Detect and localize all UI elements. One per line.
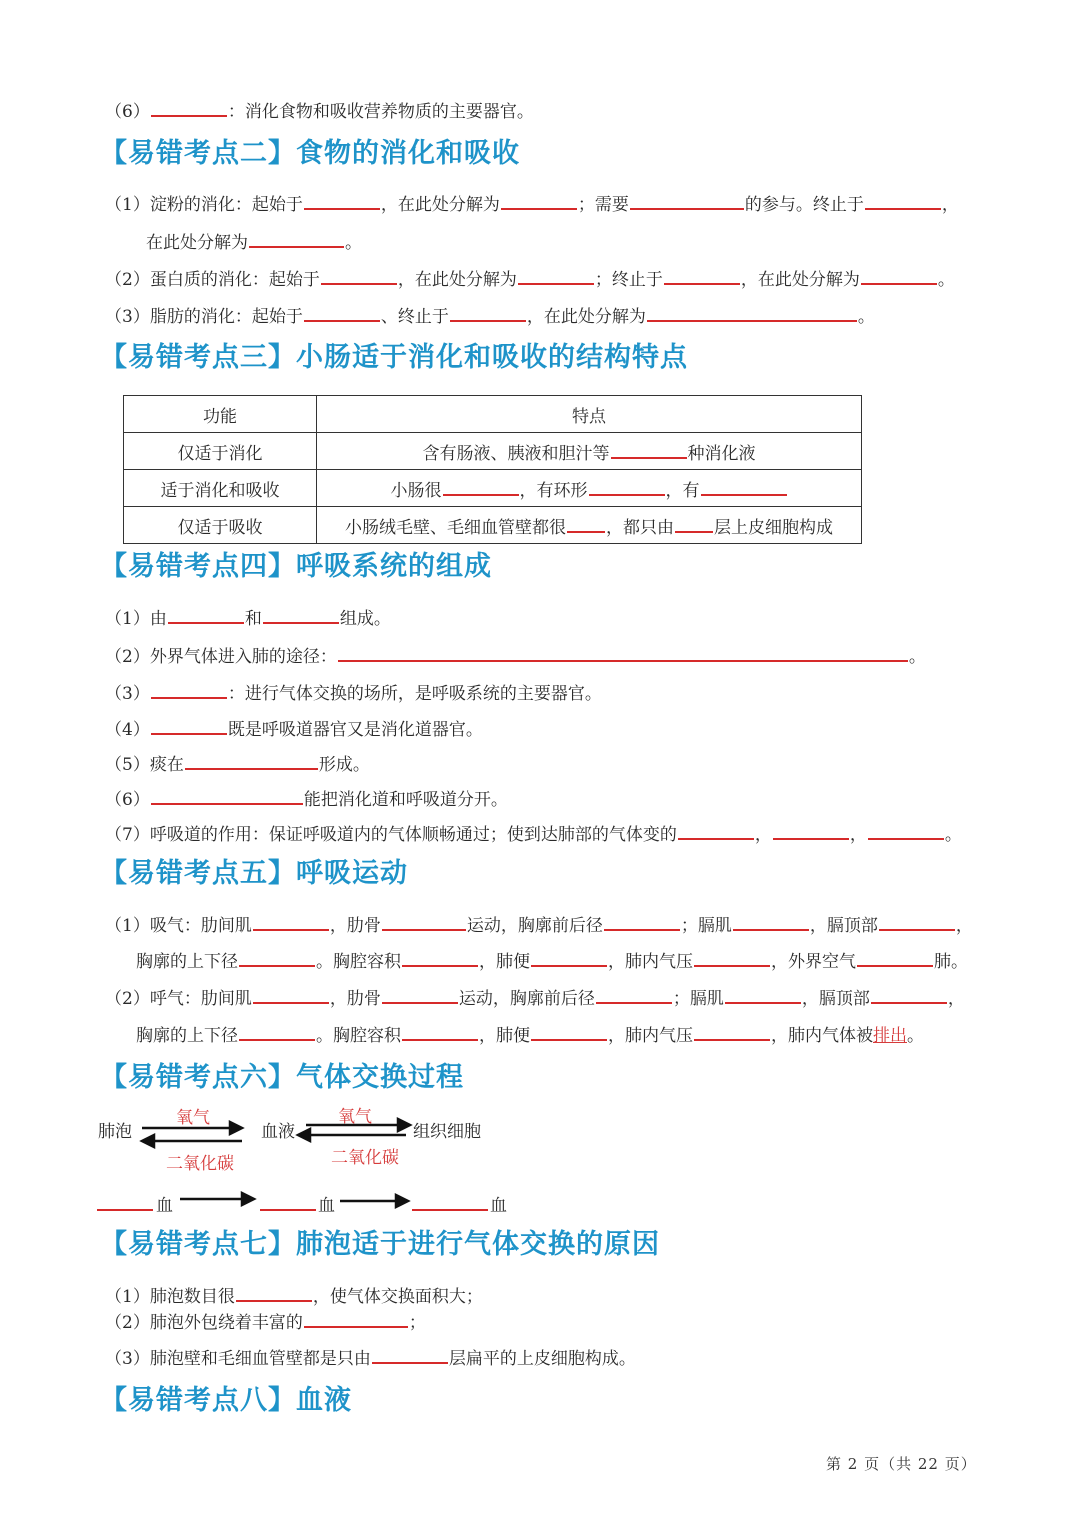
text: ；需要 xyxy=(577,195,629,215)
co2-label: 二氧化碳 xyxy=(331,1148,399,1168)
section-heading-2: 【易错考点二】食物的消化和吸收 xyxy=(100,138,520,169)
page-number: 第 2 页（共 22 页） xyxy=(826,1455,977,1473)
arrow-head xyxy=(142,1135,154,1147)
text: 运动，胸廓前后径 xyxy=(466,916,603,936)
text: 。 xyxy=(907,1026,924,1046)
text: ：进行气体交换的场所，是呼吸系统的主要器官。 xyxy=(227,684,602,704)
text: ，有 xyxy=(665,480,700,501)
oxygen-label: 氧气 xyxy=(338,1107,372,1127)
alveoli-label: 肺泡 xyxy=(98,1122,132,1142)
text: 种消化液 xyxy=(687,443,756,464)
answer-blank[interactable] xyxy=(304,1310,408,1328)
alveoli-reason-2 xyxy=(105,1310,426,1334)
text: （3）肺泡壁和毛细血管壁都是只由 xyxy=(105,1349,371,1369)
text: （1）淀粉的消化：起始于 xyxy=(105,195,303,215)
text: 层上皮细胞构成 xyxy=(714,517,833,538)
text: ， xyxy=(941,195,959,215)
arrow-head xyxy=(242,1193,254,1205)
text: 含有肠液、胰液和胆汁等 xyxy=(422,443,610,464)
text: （1）肺泡数目很 xyxy=(105,1287,235,1307)
text: ，肋骨 xyxy=(329,989,381,1009)
text: （1）吸气：肋间肌 xyxy=(105,916,252,936)
blood-type-label: 血 xyxy=(318,1196,335,1216)
section-heading-6: 【易错考点六】气体交换过程 xyxy=(100,1062,464,1093)
co2-label: 二氧化碳 xyxy=(166,1154,234,1174)
text: 肺。 xyxy=(934,952,968,972)
text: 、终止于 xyxy=(380,307,449,327)
text: （5）痰在 xyxy=(105,755,184,775)
table-header: 特点 xyxy=(317,396,862,433)
text: ，肺便 xyxy=(479,1026,530,1046)
text: 。 xyxy=(345,233,362,253)
text: 胸廓的上下径 xyxy=(136,1026,238,1046)
text: 组成。 xyxy=(339,609,391,629)
text: 既是呼吸道器官又是消化道器官。 xyxy=(227,720,483,740)
text: 。 xyxy=(944,825,962,845)
text: 和 xyxy=(244,609,262,629)
text: 形成。 xyxy=(318,755,370,775)
answer-blank[interactable] xyxy=(236,1284,312,1302)
text: ，在此处分解为 xyxy=(397,270,517,290)
table-header: 功能 xyxy=(124,396,317,433)
arrow-head xyxy=(298,1129,310,1141)
text: 运动，胸廓前后径 xyxy=(458,989,595,1009)
text: ，膈顶部 xyxy=(809,916,878,936)
text: ，外界空气 xyxy=(771,952,856,972)
arrow-head xyxy=(230,1122,242,1134)
text: 。 xyxy=(857,307,875,327)
text: ，在此处分解为 xyxy=(740,270,860,290)
text: （3） xyxy=(105,684,150,704)
oxygen-label: 氧气 xyxy=(176,1108,210,1128)
text: 小肠很 xyxy=(390,480,442,501)
alveoli-reason-3 xyxy=(105,1346,636,1370)
text: ，肺便 xyxy=(479,952,530,972)
table-cell: 仅适于消化 xyxy=(124,433,317,470)
blood-type-label: 血 xyxy=(490,1196,507,1216)
blood-label: 血液 xyxy=(261,1122,295,1142)
text: ，使气体交换面积大； xyxy=(312,1287,483,1307)
tissue-cell-label: 组织细胞 xyxy=(413,1122,481,1142)
text: ；膈肌 xyxy=(672,989,724,1009)
text: 层扁平的上皮细胞构成。 xyxy=(448,1349,636,1369)
text: 。 xyxy=(937,270,955,290)
text: （2）呼气：肋间肌 xyxy=(105,989,252,1009)
text: ， xyxy=(849,825,867,845)
text: 能把消化道和呼吸道分开。 xyxy=(303,790,508,810)
table-cell: 适于消化和吸收 xyxy=(124,470,317,507)
text: 。胸腔容积 xyxy=(316,1026,401,1046)
section-heading-3: 【易错考点三】小肠适于消化和吸收的结构特点 xyxy=(100,342,688,373)
answer-blank[interactable] xyxy=(372,1346,448,1364)
text: ，在此处分解为 xyxy=(526,307,646,327)
text: ；终止于 xyxy=(594,270,663,290)
text: ，肺内气压 xyxy=(608,952,693,972)
text: 的参与。终止于 xyxy=(744,195,864,215)
text: 小肠绒毛壁、毛细血管壁都很 xyxy=(345,517,566,538)
text: ， xyxy=(754,825,772,845)
text: ； xyxy=(408,1313,426,1333)
table-cell: 仅适于吸收 xyxy=(124,507,317,544)
text: ，有环形 xyxy=(519,480,588,501)
arrow-head xyxy=(396,1195,408,1207)
text: （6） xyxy=(105,790,150,810)
section-heading-7: 【易错考点七】肺泡适于进行气体交换的原因 xyxy=(100,1229,660,1260)
text: （2）肺泡外包绕着丰富的 xyxy=(105,1313,303,1333)
text: 。胸腔容积 xyxy=(316,952,401,972)
text: ，在此处分解为 xyxy=(380,195,500,215)
text: ， xyxy=(955,916,973,936)
text: （3）脂肪的消化：起始于 xyxy=(105,307,303,327)
text: ， xyxy=(947,989,965,1009)
arrow-head xyxy=(398,1119,410,1131)
text: 在此处分解为 xyxy=(146,233,248,253)
text: 胸廓的上下径 xyxy=(136,952,238,972)
text: 。 xyxy=(908,647,926,667)
section-heading-4: 【易错考点四】呼吸系统的组成 xyxy=(100,551,492,582)
section-heading-8: 【易错考点八】血液 xyxy=(100,1385,352,1416)
text: （1）由 xyxy=(105,609,167,629)
text: ，肺内气体被 xyxy=(771,1026,873,1046)
text: （7）呼吸道的作用：保证呼吸道内的气体顺畅通过；使到达肺部的气体变的 xyxy=(105,825,677,845)
text: （2）外界气体进入肺的途径： xyxy=(105,647,337,667)
blood-type-label: 血 xyxy=(156,1196,173,1216)
text: （4） xyxy=(105,720,150,740)
item-number: （6） xyxy=(105,102,150,122)
text: 排出 xyxy=(873,1026,907,1046)
text: ，肋骨 xyxy=(329,916,381,936)
text: ；膈肌 xyxy=(680,916,732,936)
text: ，肺内气压 xyxy=(608,1026,693,1046)
text: （2）蛋白质的消化：起始于 xyxy=(105,270,320,290)
item-text: ：消化食物和吸收营养物质的主要器官。 xyxy=(227,102,534,122)
alveoli-reason-1 xyxy=(105,1284,483,1308)
section-heading-5: 【易错考点五】呼吸运动 xyxy=(100,858,408,889)
text: ，膈顶部 xyxy=(801,989,870,1009)
text: ，都只由 xyxy=(606,517,674,538)
